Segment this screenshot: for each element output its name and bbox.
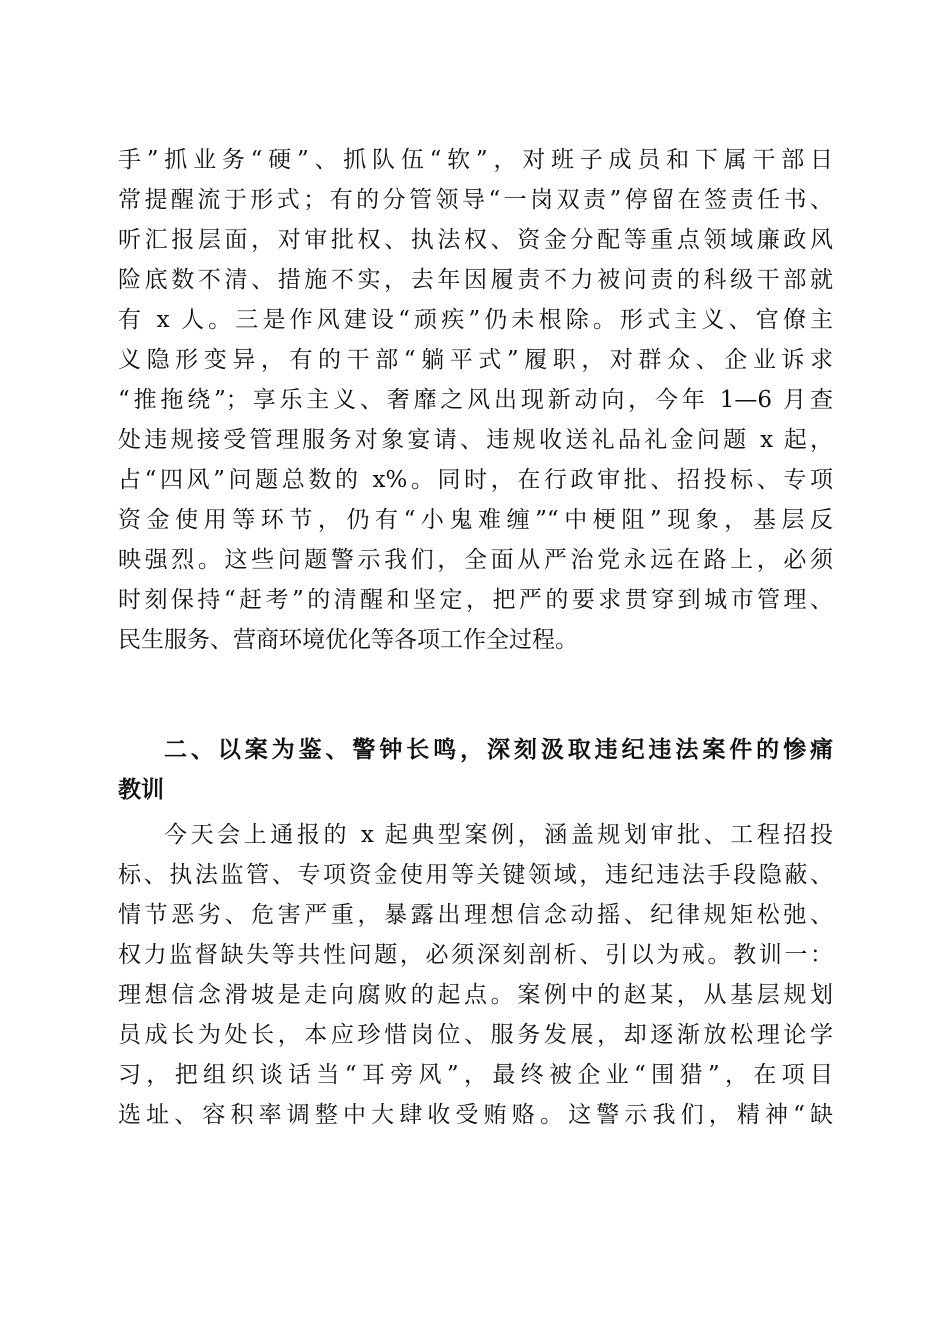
text-line: 习，把组织谈话当“耳旁风”，最终被企业“围猎”，在项目 [118,1062,833,1088]
text-line: 员成长为处长，本应珍惜岗位、服务发展，却逐渐放松理论学 [118,1022,833,1048]
text-line: 标、执法监管、专项资金使用等关键领域，违纪违法手段隐蔽、 [118,862,833,888]
text-line: 常提醒流于形式；有的分管领导“一岗双责”停留在签责任书、 [118,187,833,213]
text-line: 义隐形变异，有的干部“躺平式”履职，对群众、企业诉求 [118,347,833,373]
text-line: 时刻保持“赶考”的清醒和坚定，把严的要求贯穿到城市管理、 [118,587,833,613]
heading-line: 二、以案为鉴、警钟长鸣，深刻汲取违纪违法案件的惨痛 [164,737,833,763]
text-line: “推拖绕”；享乐主义、奢靡之风出现新动向，今年 1—6 月查 [118,387,833,413]
body-paragraph-2 [118,815,833,1135]
text-line: 听汇报层面，对审批权、执法权、资金分配等重点领域廉政风 [118,227,833,253]
text-line: 险底数不清、措施不实，去年因履责不力被问责的科级干部就 [118,267,833,293]
text-line: 手”抓业务“硬”、抓队伍“软”，对班子成员和下属干部日 [118,147,833,173]
text-line: 理想信念滑坡是走向腐败的起点。案例中的赵某，从基层规划 [118,982,833,1008]
heading-line: 教训 [118,777,164,803]
text-line: 占“四风”问题总数的 x%。同时，在行政审批、招投标、专项 [118,467,833,493]
text-line: 处违规接受管理服务对象宴请、违规收送礼品礼金问题 x 起， [118,427,833,453]
text-line: 选址、容积率调整中大肆收受贿赂。这警示我们，精神“缺 [118,1102,833,1128]
text-line: 今天会上通报的 x 起典型案例，涵盖规划审批、工程招投 [164,822,833,848]
body-paragraph-1 [118,140,833,660]
text-line: 民生服务、营商环境优化等各项工作全过程。 [118,627,578,653]
text-line: 资金使用等环节，仍有“小鬼难缠”“中梗阻”现象，基层反 [118,507,833,533]
text-line: 映强烈。这些问题警示我们，全面从严治党永远在路上，必须 [118,547,833,573]
text-line: 有 x 人。三是作风建设“顽疾”仍未根除。形式主义、官僚主 [118,307,833,333]
text-line: 权力监督缺失等共性问题，必须深刻剖析、引以为戒。教训一： [118,942,833,968]
text-line: 情节恶劣、危害严重，暴露出理想信念动摇、纪律规矩松弛、 [118,902,833,928]
section-heading [118,730,833,810]
